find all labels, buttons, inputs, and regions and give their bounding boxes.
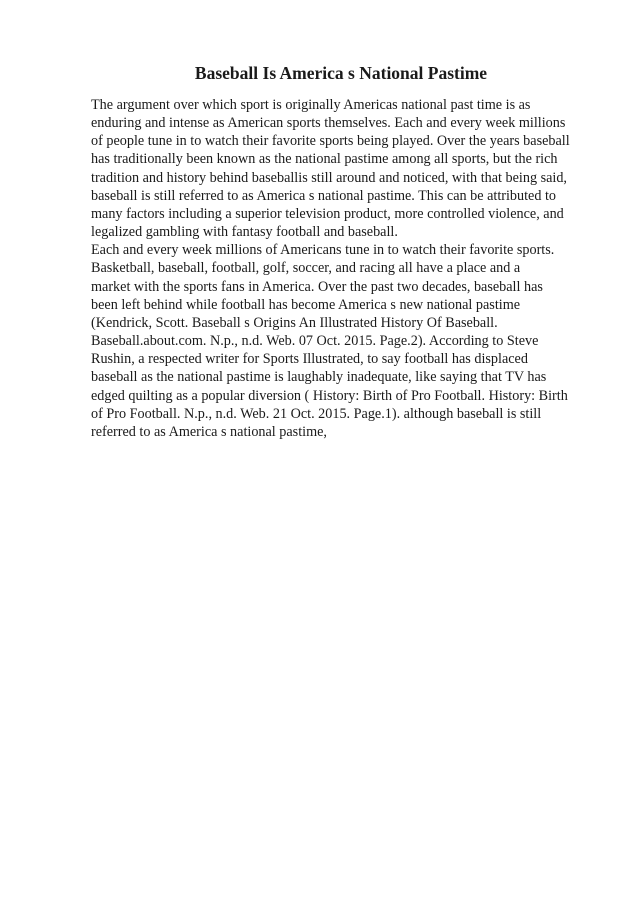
document-title: Baseball Is America s National Pastime [194,63,488,83]
body-line: baseball is still referred to as America s national pastime. This can be attributed to [91,187,557,204]
body-line: enduring and intense as American sports themselves. Each and every week millions [91,115,566,132]
body-line: been left behind while football has become America s new national pastime [91,296,521,313]
body-line: legalized gambling with fantasy football and baseball. [91,224,398,241]
body-line: of people tune in to watch their favorite sports being played. Over the years baseball [91,133,570,150]
body-line: The argument over which sport is originally Americas national past time is as [91,97,531,113]
body-line: Baseball.about.com. N.p., n.d. Web. 07 Oct. 2015. Page.2). According to Steve [91,333,539,350]
body-line: of Pro Football. N.p., n.d. Web. 21 Oct. 2015. Page.1). although baseball is still [91,405,542,422]
body-line: Each and every week millions of Americans tune in to watch their favorite sports. [91,242,555,259]
body-line: Basketball, baseball, football, golf, soccer, and racing all have a place and a [91,260,521,277]
body-line: tradition and history behind baseballis still around and noticed, with that being said, [91,169,567,186]
body-line: referred to as America s national pastime, [91,423,327,440]
document-body [91,96,611,441]
body-line: market with the sports fans in America. Over the past two decades, baseball has [91,278,543,295]
body-line: (Kendrick, Scott. Baseball s Origins An Illustrated History Of Baseball. [91,314,498,331]
body-line: edged quilting as a popular diversion ( History: Birth of Pro Football. History: Birth [91,387,568,404]
body-line: Rushin, a respected writer for Sports Illustrated, to say football has displaced [91,351,528,368]
body-line: baseball as the national pastime is laughably inadequate, like saying that TV has [91,369,547,386]
body-line: many factors including a superior television product, more controlled violence, and [91,205,564,222]
body-line: has traditionally been known as the national pastime among all sports, but the rich [91,151,558,168]
